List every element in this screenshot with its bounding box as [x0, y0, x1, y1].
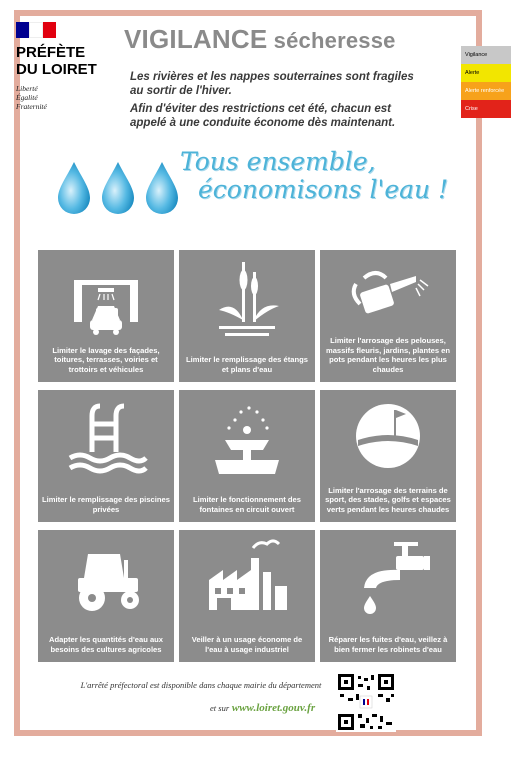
faucet-icon	[320, 530, 456, 620]
footer-note-text: L'arrêté préfectoral est disponible dans chaque mairie du département	[80, 680, 322, 690]
slogan-line1: Tous ensemble,	[180, 147, 376, 176]
website-link[interactable]: www.loiret.gouv.fr	[231, 702, 316, 714]
pond-reeds-icon	[179, 250, 315, 340]
tile-watering	[320, 250, 456, 382]
qr-code-icon[interactable]	[336, 672, 396, 732]
water-drops-icon	[52, 160, 192, 220]
tile-caption: Réparer les fuites d'eau, veillez à bien fermer les robinets d'eau	[328, 635, 448, 654]
tile-agriculture	[38, 530, 174, 662]
tile-caption: Limiter l'arrosage des pelouses, massifs fleuris, jardins, plantes en pots pendant les heures les plus chaudes	[325, 336, 451, 374]
motto-fraternite: Fraternité	[16, 102, 47, 111]
title-vigilance: VIGILANCE	[124, 24, 268, 54]
tile-caption: Limiter le fonctionnement des fontaines en circuit ouvert	[192, 495, 301, 514]
watering-can-icon	[320, 250, 456, 340]
legend-alerte-renforcee: Alerte renforcée	[461, 82, 511, 100]
pool-ladder-icon	[38, 390, 174, 480]
page-title	[124, 24, 396, 55]
prefecture-name-line1: PRÉFÈTE	[16, 44, 86, 61]
tile-leaks	[320, 530, 456, 662]
republic-motto	[16, 84, 126, 111]
tile-caption: Limiter le lavage des façades, toitures, terrasses, voiries et trottoirs et véhicules	[52, 345, 160, 374]
tile-pool	[38, 390, 174, 522]
tile-caption: Limiter le remplissage des piscines privées	[42, 495, 170, 514]
vigilance-legend	[461, 46, 511, 118]
prefecture-name-line2: DU LOIRET	[16, 61, 97, 78]
intro-text	[130, 70, 430, 134]
motto-egalite: Égalité	[16, 93, 38, 102]
tile-sports	[320, 390, 456, 522]
slogan-line2: économisons l'eau !	[198, 175, 449, 204]
intro-paragraph-2: Afin d'éviter des restrictions cet été, chacun est appelé à une conduite économe dès maintenant.	[130, 103, 396, 129]
car-wash-icon	[38, 250, 174, 340]
prefecture-logo	[16, 22, 126, 111]
legend-vigilance: Vigilance	[461, 46, 511, 64]
factory-icon	[179, 530, 315, 620]
republic-flag-icon	[16, 22, 56, 38]
tractor-icon	[38, 530, 174, 620]
legend-crise: Crise	[461, 100, 511, 118]
fountain-icon	[179, 390, 315, 480]
slogan	[180, 148, 448, 204]
footer-note	[66, 680, 336, 690]
prefecture-name	[16, 44, 126, 78]
tile-pond	[179, 250, 315, 382]
footer-url-line	[210, 702, 315, 714]
legend-alerte: Alerte	[461, 64, 511, 82]
tile-caption: Limiter l'arrosage des terrains de sport, des stades, golfs et espaces verts pendant les heures chaudes	[325, 485, 451, 514]
golf-flag-icon	[320, 390, 456, 480]
tile-caption: Veiller à un usage économe de l'eau à usage industriel	[191, 635, 303, 654]
tile-fountain	[179, 390, 315, 522]
motto-liberte: Liberté	[16, 84, 38, 93]
intro-paragraph-1: Les rivières et les nappes souterraines sont fragiles au sortir de l'hiver.	[130, 71, 414, 97]
footer-and: et sur	[210, 703, 230, 713]
tile-car-wash	[38, 250, 174, 382]
tile-industry	[179, 530, 315, 662]
tile-caption: Limiter le remplissage des étangs et plans d'eau	[186, 355, 308, 374]
title-secheresse: sécheresse	[267, 28, 396, 53]
tile-caption: Adapter les quantités d'eau aux besoins des cultures agricoles	[48, 635, 164, 654]
